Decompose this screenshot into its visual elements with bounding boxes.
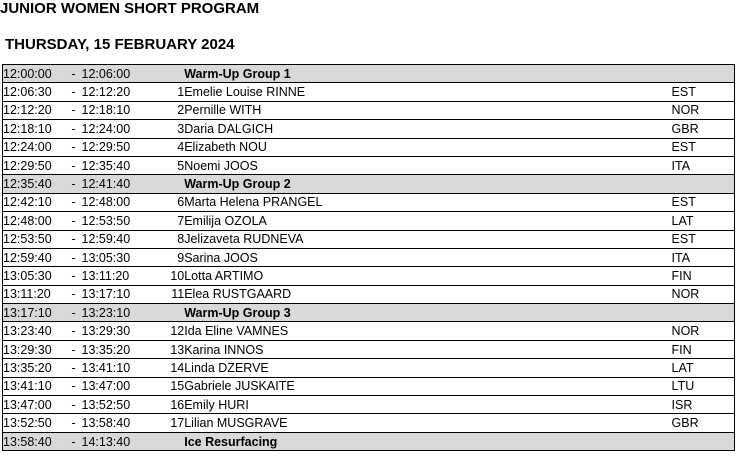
table-row: [3, 156, 735, 174]
start-time: 12:00:00: [3, 65, 66, 83]
start-time: 12:24:00: [3, 138, 66, 156]
nation-code: GBR: [672, 120, 735, 138]
start-time: 13:17:10: [3, 304, 66, 322]
end-time: 12:06:00: [82, 65, 163, 83]
start-time: 13:05:30: [3, 267, 66, 285]
start-time: 13:58:40: [3, 432, 66, 450]
time-separator: -: [65, 156, 81, 174]
event-date: THURSDAY, 15 FEBRUARY 2024: [5, 36, 235, 53]
time-separator: -: [65, 193, 81, 211]
nation-code: [672, 175, 735, 193]
nation-code: LAT: [672, 359, 735, 377]
table-row: [3, 248, 735, 266]
nation-code: [672, 432, 735, 450]
table-row: [3, 267, 735, 285]
schedule-body: [3, 65, 735, 451]
start-number: 10: [162, 267, 184, 285]
table-row: [3, 377, 735, 395]
start-time: 12:42:10: [3, 193, 66, 211]
group-row: [3, 175, 735, 193]
skater-name: Elea RUSTGAARD: [184, 285, 671, 303]
nation-code: ISR: [672, 396, 735, 414]
time-separator: -: [65, 377, 81, 395]
table-row: [3, 322, 735, 340]
end-time: 12:35:40: [82, 156, 163, 174]
group-row: [3, 432, 735, 450]
time-separator: -: [65, 212, 81, 230]
table-row: [3, 285, 735, 303]
nation-code: ITA: [672, 156, 735, 174]
end-time: 13:23:10: [82, 304, 163, 322]
start-time: 12:53:50: [3, 230, 66, 248]
table-row: [3, 396, 735, 414]
nation-code: EST: [672, 83, 735, 101]
end-time: 12:18:10: [82, 101, 163, 119]
end-time: 13:35:20: [82, 340, 163, 358]
skater-name: Jelizaveta RUDNEVA: [184, 230, 671, 248]
start-time: 13:11:20: [3, 285, 66, 303]
skater-name: Sarina JOOS: [184, 248, 671, 266]
end-time: 12:12:20: [82, 83, 163, 101]
time-separator: -: [65, 322, 81, 340]
skater-name: Lotta ARTIMO: [184, 267, 671, 285]
end-time: 13:29:30: [82, 322, 163, 340]
skater-name: Emilija OZOLA: [184, 212, 671, 230]
table-row: [3, 230, 735, 248]
start-number: [162, 432, 184, 450]
start-time: 13:47:00: [3, 396, 66, 414]
start-time: 13:41:10: [3, 377, 66, 395]
time-separator: -: [65, 340, 81, 358]
time-separator: -: [65, 414, 81, 432]
end-time: 13:41:10: [82, 359, 163, 377]
skater-name: Daria DALGICH: [184, 120, 671, 138]
nation-code: NOR: [672, 285, 735, 303]
start-time: 13:52:50: [3, 414, 66, 432]
end-time: 13:17:10: [82, 285, 163, 303]
nation-code: [672, 65, 735, 83]
start-time: 12:29:50: [3, 156, 66, 174]
time-separator: -: [65, 267, 81, 285]
table-row: [3, 193, 735, 211]
start-number: 11: [162, 285, 184, 303]
time-separator: -: [65, 432, 81, 450]
skater-name: Elizabeth NOU: [184, 138, 671, 156]
nation-code: [672, 304, 735, 322]
start-number: 6: [162, 193, 184, 211]
table-row: [3, 340, 735, 358]
table-row: [3, 101, 735, 119]
schedule-table: [2, 64, 735, 451]
start-number: 9: [162, 248, 184, 266]
time-separator: -: [65, 175, 81, 193]
nation-code: LAT: [672, 212, 735, 230]
start-number: 17: [162, 414, 184, 432]
skater-name: Karina INNOS: [184, 340, 671, 358]
start-time: 13:23:40: [3, 322, 66, 340]
skater-name: Gabriele JUSKAITE: [184, 377, 671, 395]
group-label: Warm-Up Group 2: [184, 175, 671, 193]
time-separator: -: [65, 101, 81, 119]
end-time: 12:29:50: [82, 138, 163, 156]
time-separator: -: [65, 304, 81, 322]
skater-name: Ida Eline VAMNES: [184, 322, 671, 340]
end-time: 13:05:30: [82, 248, 163, 266]
skater-name: Emily HURI: [184, 396, 671, 414]
start-number: [162, 175, 184, 193]
start-number: 1: [162, 83, 184, 101]
time-separator: -: [65, 285, 81, 303]
skater-name: Pernille WITH: [184, 101, 671, 119]
start-number: [162, 304, 184, 322]
start-number: 7: [162, 212, 184, 230]
time-separator: -: [65, 138, 81, 156]
start-time: 12:06:30: [3, 83, 66, 101]
time-separator: -: [65, 120, 81, 138]
end-time: 12:53:50: [82, 212, 163, 230]
start-number: 14: [162, 359, 184, 377]
nation-code: GBR: [672, 414, 735, 432]
skater-name: Linda DZERVE: [184, 359, 671, 377]
end-time: 12:24:00: [82, 120, 163, 138]
table-row: [3, 138, 735, 156]
start-number: 2: [162, 101, 184, 119]
nation-code: NOR: [672, 101, 735, 119]
start-time: 12:48:00: [3, 212, 66, 230]
skater-name: Noemi JOOS: [184, 156, 671, 174]
end-time: 12:48:00: [82, 193, 163, 211]
nation-code: EST: [672, 193, 735, 211]
table-row: [3, 212, 735, 230]
end-time: 12:41:40: [82, 175, 163, 193]
start-number: 12: [162, 322, 184, 340]
end-time: 13:11:20: [82, 267, 163, 285]
group-label: Warm-Up Group 1: [184, 65, 671, 83]
start-time: 13:35:20: [3, 359, 66, 377]
nation-code: FIN: [672, 340, 735, 358]
group-label: Warm-Up Group 3: [184, 304, 671, 322]
table-row: [3, 120, 735, 138]
nation-code: ITA: [672, 248, 735, 266]
start-time: 12:35:40: [3, 175, 66, 193]
time-separator: -: [65, 65, 81, 83]
time-separator: -: [65, 230, 81, 248]
end-time: 14:13:40: [82, 432, 163, 450]
start-number: 15: [162, 377, 184, 395]
skater-name: Marta Helena PRANGEL: [184, 193, 671, 211]
group-row: [3, 65, 735, 83]
start-number: 4: [162, 138, 184, 156]
end-time: 13:47:00: [82, 377, 163, 395]
end-time: 13:58:40: [82, 414, 163, 432]
group-label: Ice Resurfacing: [184, 432, 671, 450]
time-separator: -: [65, 248, 81, 266]
time-separator: -: [65, 396, 81, 414]
start-number: 3: [162, 120, 184, 138]
page-title: JUNIOR WOMEN SHORT PROGRAM: [0, 0, 260, 17]
skater-name: Lilian MUSGRAVE: [184, 414, 671, 432]
start-number: 13: [162, 340, 184, 358]
group-row: [3, 304, 735, 322]
time-separator: -: [65, 359, 81, 377]
nation-code: EST: [672, 138, 735, 156]
start-number: 8: [162, 230, 184, 248]
start-time: 12:12:20: [3, 101, 66, 119]
table-row: [3, 359, 735, 377]
skater-name: Emelie Louise RINNE: [184, 83, 671, 101]
table-row: [3, 83, 735, 101]
end-time: 13:52:50: [82, 396, 163, 414]
nation-code: EST: [672, 230, 735, 248]
nation-code: NOR: [672, 322, 735, 340]
start-number: 16: [162, 396, 184, 414]
start-time: 12:18:10: [3, 120, 66, 138]
start-time: 12:59:40: [3, 248, 66, 266]
end-time: 12:59:40: [82, 230, 163, 248]
nation-code: FIN: [672, 267, 735, 285]
start-number: 5: [162, 156, 184, 174]
table-row: [3, 414, 735, 432]
time-separator: -: [65, 83, 81, 101]
start-number: [162, 65, 184, 83]
start-time: 13:29:30: [3, 340, 66, 358]
nation-code: LTU: [672, 377, 735, 395]
